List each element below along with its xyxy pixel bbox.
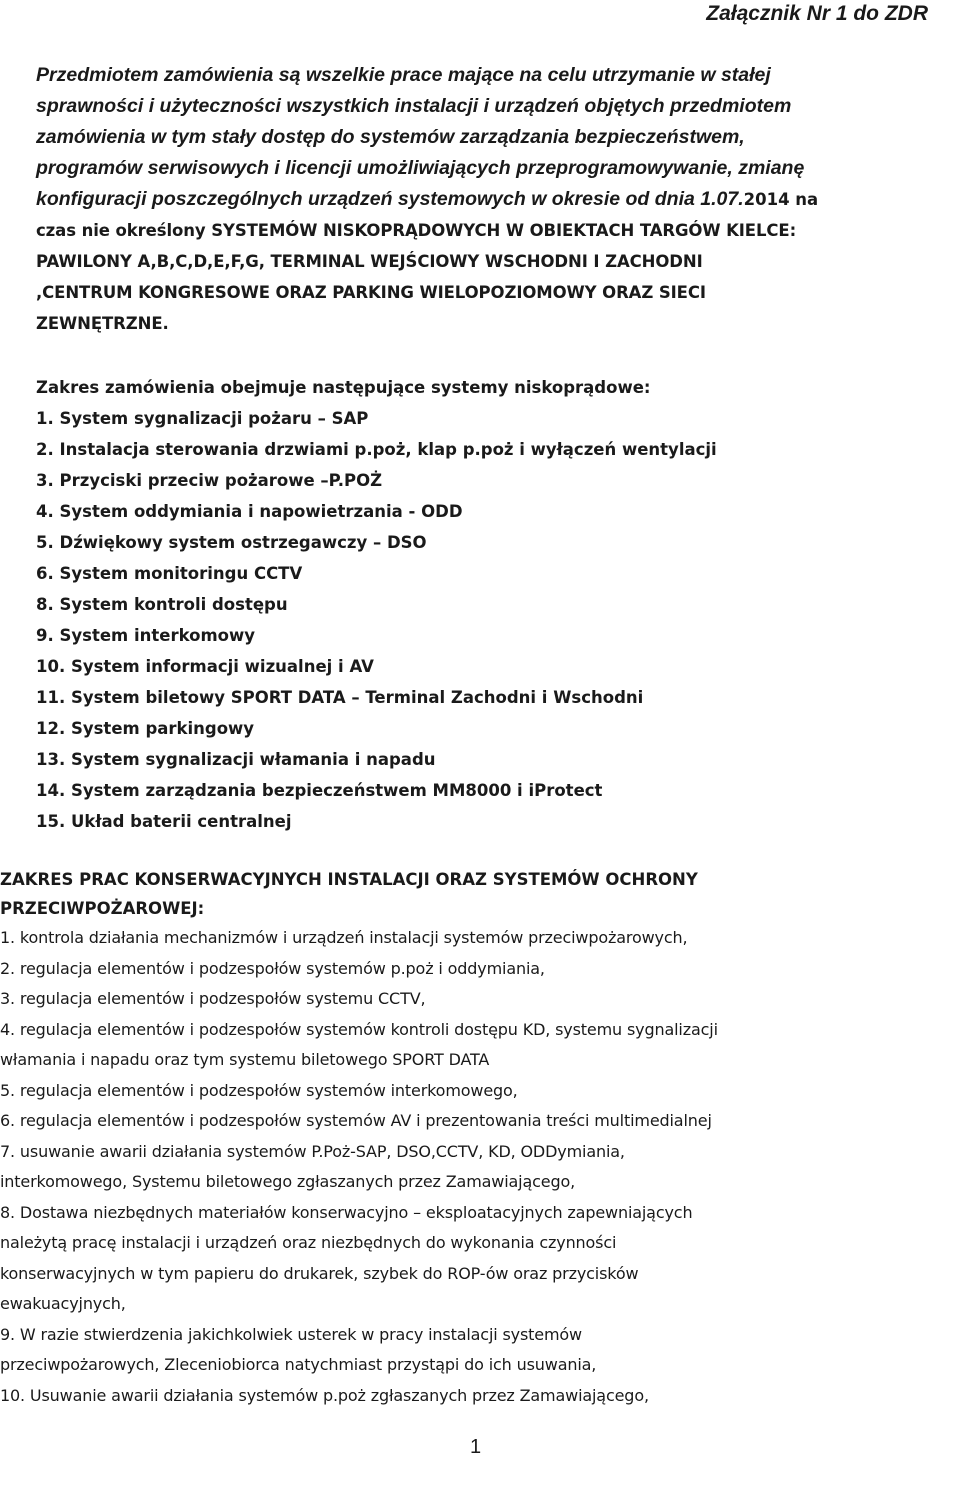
intro-line: PAWILONY A,B,C,D,E,F,G, TERMINAL WEJŚCIOWY WSCHODNI I ZACHODNI bbox=[36, 252, 703, 271]
works-list-line: ewakuacyjnych, bbox=[0, 1294, 126, 1313]
maintenance-works-title: ZAKRES PRAC KONSERWACYJNYCH INSTALACJI ORAZ SYSTEMÓW OCHRONY bbox=[0, 870, 698, 889]
intro-line-part: 2014 na bbox=[743, 190, 819, 209]
intro-line: zamówienia w tym stały dostęp do systemów zarządzania bezpieczeństwem, bbox=[36, 126, 745, 148]
intro-line: ZEWNĘTRZNE. bbox=[36, 314, 169, 333]
intro-line bbox=[36, 184, 956, 215]
intro-line-part: konfiguracji poszczególnych urządzeń systemowych w okresie od dnia 1.07. bbox=[36, 188, 744, 210]
system-list-item: 9. System interkomowy bbox=[36, 626, 255, 645]
works-list-line: 7. usuwanie awarii działania systemów P.Poż-SAP, DSO,CCTV, KD, ODDymiania, bbox=[0, 1141, 625, 1161]
system-list-item: 15. Układ baterii centralnej bbox=[36, 812, 292, 831]
intro-line: programów serwisowych i licencji umożliwiających przeprogramowywanie, zmianę bbox=[36, 157, 805, 179]
intro-line: sprawności i użyteczności wszystkich instalacji i urządzeń objętych przedmiotem bbox=[36, 95, 792, 117]
systems-scope-title: Zakres zamówienia obejmuje następujące systemy niskoprądowe: bbox=[36, 378, 651, 397]
intro-line: ,CENTRUM KONGRESOWE ORAZ PARKING WIELOPOZIOMOWY ORAZ SIECI bbox=[36, 283, 706, 302]
system-list-item: 2. Instalacja sterowania drzwiami p.poż, klap p.poż i wyłączeń wentylacji bbox=[36, 440, 717, 459]
system-list-item: 3. Przyciski przeciw pożarowe –P.POŻ bbox=[36, 471, 383, 490]
maintenance-works-title: PRZECIWPOŻAROWEJ: bbox=[0, 899, 205, 918]
systems-scope-section bbox=[36, 372, 956, 837]
maintenance-works-section bbox=[0, 865, 950, 1411]
system-list-item: 4. System oddymiania i napowietrzania - ODD bbox=[36, 502, 463, 521]
works-list-line: przeciwpożarowych, Zleceniobiorca natychmiast przystąpi do ich usuwania, bbox=[0, 1355, 597, 1374]
system-list-item: 6. System monitoringu CCTV bbox=[36, 564, 303, 583]
works-list-line: konserwacyjnych w tym papieru do drukarek, szybek do ROP-ów oraz przycisków bbox=[0, 1263, 639, 1283]
intro-paragraph bbox=[36, 60, 956, 339]
system-list-item: 13. System sygnalizacji włamania i napadu bbox=[36, 750, 436, 769]
system-list-item: 10. System informacji wizualnej i AV bbox=[36, 657, 374, 676]
works-list-line: 3. regulacja elementów i podzespołów systemu CCTV, bbox=[0, 989, 426, 1008]
works-list-line: 9. W razie stwierdzenia jakichkolwiek usterek w pracy instalacji systemów bbox=[0, 1324, 582, 1344]
works-list-line: włamania i napadu oraz tym systemu biletowego SPORT DATA bbox=[0, 1050, 490, 1069]
system-list-item: 5. Dźwiękowy system ostrzegawczy – DSO bbox=[36, 533, 427, 552]
works-list-line: 6. regulacja elementów i podzespołów systemów AV i prezentowania treści multimedialnej bbox=[0, 1111, 712, 1130]
system-list-item: 8. System kontroli dostępu bbox=[36, 595, 288, 614]
page-number: 1 bbox=[470, 1436, 482, 1458]
system-list-item: 14. System zarządzania bezpieczeństwem MM8000 i iProtect bbox=[36, 781, 603, 800]
works-list-line: interkomowego, Systemu biletowego zgłaszanych przez Zamawiającego, bbox=[0, 1172, 576, 1191]
works-list-line: 8. Dostawa niezbędnych materiałów konserwacyjno – eksploatacyjnych zapewniających bbox=[0, 1202, 693, 1222]
works-list-line: należytą pracę instalacji i urządzeń oraz niezbędnych do wykonania czynności bbox=[0, 1233, 617, 1252]
system-list-item: 11. System biletowy SPORT DATA – Terminal Zachodni i Wschodni bbox=[36, 688, 644, 707]
works-list-line: 10. Usuwanie awarii działania systemów p.poż zgłaszanych przez Zamawiającego, bbox=[0, 1385, 649, 1405]
intro-line: czas nie określony SYSTEMÓW NISKOPRĄDOWYCH W OBIEKTACH TARGÓW KIELCE: bbox=[36, 221, 797, 240]
works-list-line: 4. regulacja elementów i podzespołów systemów kontroli dostępu KD, systemu sygnalizacji bbox=[0, 1019, 718, 1039]
system-list-item: 1. System sygnalizacji pożaru – SAP bbox=[36, 409, 369, 428]
intro-line: Przedmiotem zamówienia są wszelkie prace mające na celu utrzymanie w stałej bbox=[36, 64, 771, 86]
attachment-title: Załącznik Nr 1 do ZDR bbox=[706, 2, 928, 25]
works-list-line: 1. kontrola działania mechanizmów i urządzeń instalacji systemów przeciwpożarowych, bbox=[0, 928, 688, 947]
system-list-item: 12. System parkingowy bbox=[36, 719, 255, 738]
works-list-line: 2. regulacja elementów i podzespołów systemów p.poż i oddymiania, bbox=[0, 958, 545, 978]
works-list-line: 5. regulacja elementów i podzespołów systemów interkomowego, bbox=[0, 1080, 518, 1100]
